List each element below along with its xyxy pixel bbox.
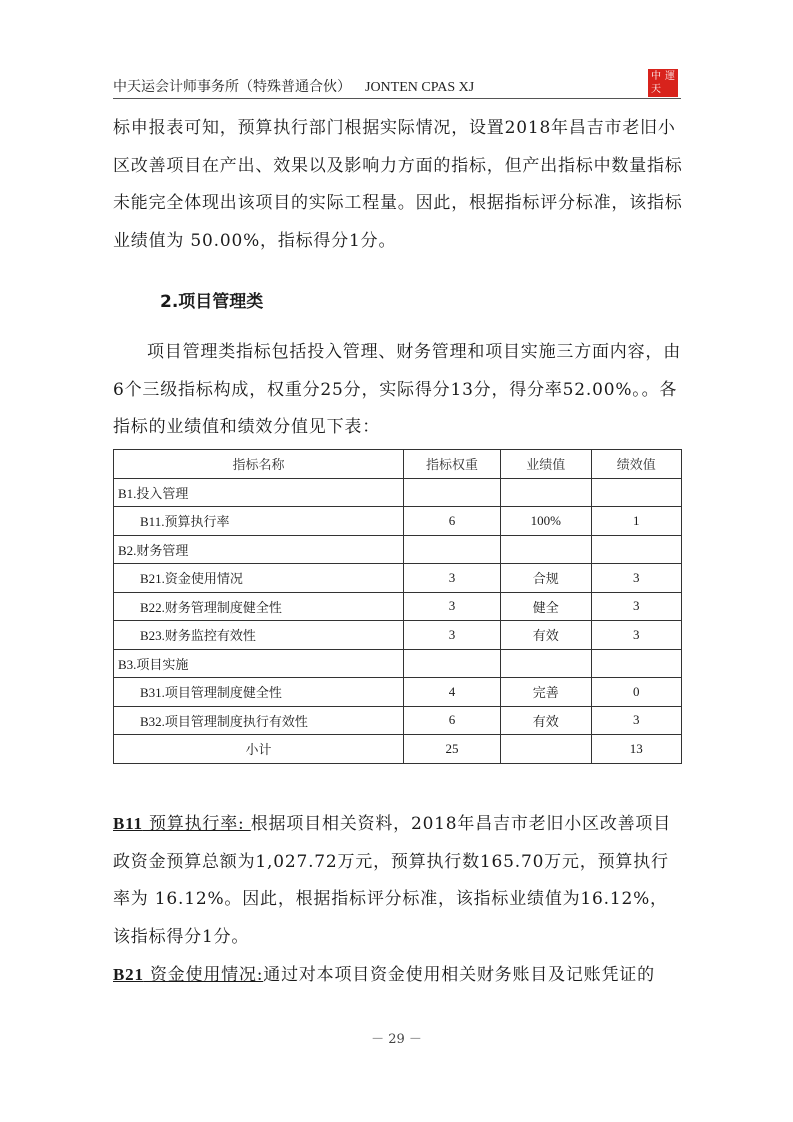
table-row — [114, 478, 682, 507]
cell-weight: 6 — [403, 706, 500, 735]
logo-char: 運 — [665, 71, 675, 82]
b11-label-text: 预算执行率: — [142, 814, 251, 834]
cell-weight: 6 — [403, 507, 500, 536]
cell-score: 13 — [591, 735, 682, 764]
cell-performance-value: 健全 — [501, 592, 592, 621]
cell-performance-value: 100% — [501, 507, 592, 536]
paragraph-b21 — [113, 956, 683, 995]
cell-score: 3 — [591, 706, 682, 735]
cell-score — [591, 649, 682, 678]
cell-weight: 4 — [403, 678, 500, 707]
table-row — [114, 678, 682, 707]
header-firm — [113, 76, 474, 96]
cell-score: 3 — [591, 621, 682, 650]
cell-indicator-name: B31.项目管理制度健全性 — [114, 678, 404, 707]
cell-indicator-name: B2.财务管理 — [114, 535, 404, 564]
paragraph-output-indicators: 标申报表可知，预算执行部门根据实际情况，设置2018年昌吉市老旧小区改善项目在产出、效果以及影响力方面的指标，但产出指标中数量指标未能完全体现出该项目的实际工程量。因此，根据指标评分标准，该指标业绩值为 50.00%，指标得分1分。 — [113, 118, 683, 251]
section-heading: 2.项目管理类 — [160, 292, 264, 312]
b11-label — [113, 814, 251, 834]
b21-code: B21 — [113, 965, 144, 984]
cell-performance-value — [501, 735, 592, 764]
cell-score: 1 — [591, 507, 682, 536]
cell-weight: 25 — [403, 735, 500, 764]
cell-performance-value: 完善 — [501, 678, 592, 707]
table-row — [114, 706, 682, 735]
table-header-row — [114, 450, 682, 479]
col-header-name: 指标名称 — [114, 450, 404, 479]
cell-performance-value — [501, 478, 592, 507]
cell-score: 3 — [591, 564, 682, 593]
cell-performance-value — [501, 649, 592, 678]
cell-indicator-name: B21.资金使用情况 — [114, 564, 404, 593]
col-header-score: 绩效值 — [591, 450, 682, 479]
cell-indicator-name: B32.项目管理制度执行有效性 — [114, 706, 404, 735]
b11-text: 根据项目相关资料，2018年昌吉市老旧小区改善项目政资金预算总额为1,027.72万元，预算执行数165.70万元，预算执行率为 16.12%。因此，根据指标评分标准，该指标业绩值为16.12%，该指标得分1分。 — [113, 814, 672, 947]
header-firm-cn: 中天运会计师事务所（特殊普通合伙） — [113, 80, 351, 95]
cell-indicator-name: B3.项目实施 — [114, 649, 404, 678]
cell-performance-value: 有效 — [501, 706, 592, 735]
cell-weight: 3 — [403, 621, 500, 650]
paragraph-b11 — [113, 805, 683, 956]
table-row — [114, 621, 682, 650]
logo-char: 中 — [651, 71, 661, 82]
logo-char — [663, 83, 677, 96]
table-row — [114, 535, 682, 564]
cell-indicator-name: B1.投入管理 — [114, 478, 404, 507]
page-header — [113, 74, 681, 96]
cell-performance-value: 有效 — [501, 621, 592, 650]
table-row — [114, 592, 682, 621]
cell-score — [591, 535, 682, 564]
cell-indicator-name: 小计 — [114, 735, 404, 764]
cell-score: 0 — [591, 678, 682, 707]
cell-weight — [403, 478, 500, 507]
header-firm-en: JONTEN CPAS XJ — [365, 80, 475, 95]
cell-performance-value — [501, 535, 592, 564]
table-row — [114, 564, 682, 593]
paragraph-project-management: 项目管理类指标包括投入管理、财务管理和项目实施三方面内容，由6个三级指标构成，权重分25分，实际得分13分，得分率52.00%。。各指标的业绩值和绩效分值见下表： — [113, 342, 681, 437]
firm-logo — [648, 69, 678, 97]
cell-score — [591, 478, 682, 507]
b21-label-text: 资金使用情况: — [143, 965, 264, 985]
logo-char: 天 — [651, 84, 661, 95]
cell-weight — [403, 535, 500, 564]
col-header-weight: 指标权重 — [403, 450, 500, 479]
cell-performance-value: 合规 — [501, 564, 592, 593]
table-body — [114, 478, 682, 763]
cell-weight — [403, 649, 500, 678]
cell-weight: 3 — [403, 564, 500, 593]
table-row — [114, 649, 682, 678]
page-number: － 29 － — [371, 1032, 422, 1047]
b21-text: 通过对本项目资金使用相关财务账目及记账凭证的 — [263, 965, 655, 985]
cell-weight: 3 — [403, 592, 500, 621]
col-header-value: 业绩值 — [501, 450, 592, 479]
b11-code: B11 — [113, 814, 143, 833]
cell-indicator-name: B11.预算执行率 — [114, 507, 404, 536]
cell-indicator-name: B23.财务监控有效性 — [114, 621, 404, 650]
header-divider — [113, 98, 681, 99]
table-row — [114, 735, 682, 764]
b21-label — [113, 965, 263, 985]
cell-score: 3 — [591, 592, 682, 621]
table-row — [114, 507, 682, 536]
cell-indicator-name: B22.财务管理制度健全性 — [114, 592, 404, 621]
indicator-table — [113, 449, 682, 764]
